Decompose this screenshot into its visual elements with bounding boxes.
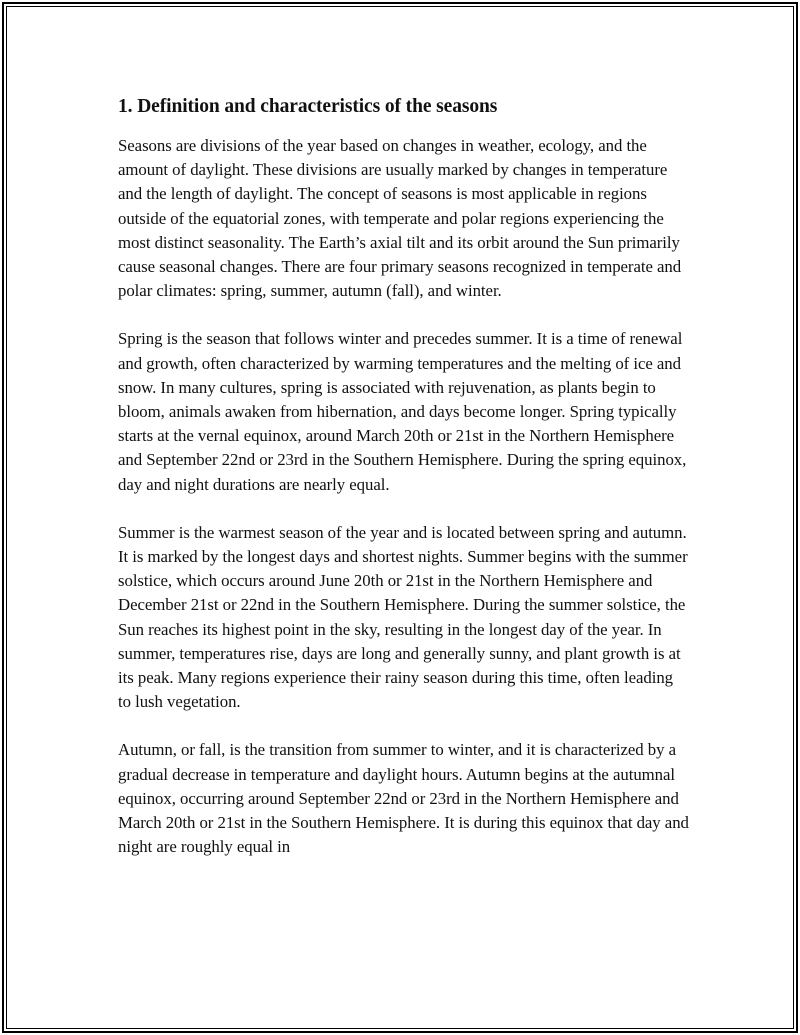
section-heading: 1. Definition and characteristics of the seasons — [118, 96, 498, 117]
document-body — [118, 94, 690, 883]
paragraph-summer: Summer is the warmest season of the year and is located between spring and autumn. It is marked by the longest days and shortest nights. Summer begins with the summer solstice, which occurs around June 20th or 21st in the Northern Hemisphere and December 21st or 22nd in the Southern Hemisphere. During the summer solstice, the Sun reaches its highest point in the sky, resulting in the longest day of the year. In summer, temperatures rise, days are long and generally sunny, and plant growth is at its peak. Many regions experience their rainy season during this time, often leading to lush vegetation. — [118, 522, 688, 712]
paragraph-autumn: Autumn, or fall, is the transition from summer to winter, and it is characterized by a gradual decrease in temperature and daylight hours. Autumn begins at the autumnal equinox, occurring around September 22nd or 23rd in the Northern Hemisphere and March 20th or 21st in the Southern Hemisphere. It is during this equinox that day and night are roughly equal in — [118, 740, 689, 857]
paragraph-spring: Spring is the season that follows winter and precedes summer. It is a time of renewal and growth, often characterized by warming temperatures and the melting of ice and snow. In many cultures, spring is associated with rejuvenation, as plants begin to bloom, animals awaken from hibernation, and days become longer. Spring typically starts at the vernal equinox, around March 20th or 21st in the Northern Hemisphere and September 22nd or 23rd in the Southern Hemisphere. During the spring equinox, day and night durations are nearly equal. — [118, 329, 687, 494]
paragraph-seasons-overview: Seasons are divisions of the year based on changes in weather, ecology, and the amount of daylight. These divisions are usually marked by changes in temperature and the length of daylight. The concept of seasons is most applicable in regions outside of the equatorial zones, with temperate and polar regions experiencing the most distinct seasonality. The Earth’s axial tilt and its orbit around the Sun primarily cause seasonal changes. There are four primary seasons recognized in temperate and polar climates: spring, summer, autumn (fall), and winter. — [118, 136, 682, 301]
